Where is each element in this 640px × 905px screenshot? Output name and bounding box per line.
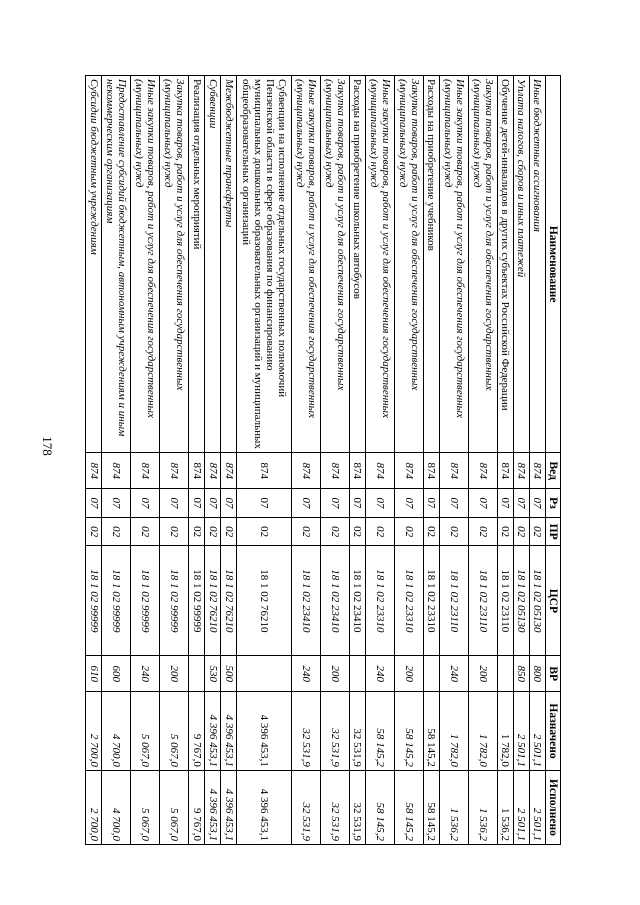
name-cell: Предоставление субсидий бюджетным, автономным учреждениям и иным некоммерческим организациям xyxy=(102,76,131,453)
executed-cell: 1 536,2 xyxy=(439,770,468,844)
name-cell: Субсидии бюджетным учреждениям xyxy=(86,76,102,453)
rz-cell: 07 xyxy=(291,489,320,518)
table-row xyxy=(529,76,545,845)
ved-cell: 874 xyxy=(102,453,131,489)
table-row xyxy=(205,76,221,845)
table-row xyxy=(221,76,237,845)
csr-cell: 18 1 02 23410 xyxy=(349,546,365,656)
vr-cell: 200 xyxy=(468,656,497,692)
vr-cell: 530 xyxy=(205,656,221,692)
executed-cell: 58 145,2 xyxy=(365,770,394,844)
pr-cell: 02 xyxy=(160,517,189,546)
ved-cell: 874 xyxy=(497,453,513,489)
table-row xyxy=(439,76,468,845)
csr-cell: 18 1 02 99999 xyxy=(102,546,131,656)
assigned-cell: 58 145,2 xyxy=(394,692,423,771)
pr-cell: 02 xyxy=(423,517,439,546)
pr-cell: 02 xyxy=(189,517,205,546)
table-row xyxy=(102,76,131,845)
col-header-name: Наименование xyxy=(546,76,561,453)
assigned-cell: 32 531,9 xyxy=(320,692,349,771)
assigned-cell: 5 067,0 xyxy=(131,692,160,771)
ved-cell: 874 xyxy=(468,453,497,489)
pr-cell: 02 xyxy=(221,517,237,546)
assigned-cell: 32 531,9 xyxy=(349,692,365,771)
vr-cell: 500 xyxy=(221,656,237,692)
rz-cell: 07 xyxy=(221,489,237,518)
pr-cell: 02 xyxy=(86,517,102,546)
ved-cell: 874 xyxy=(349,453,365,489)
assigned-cell: 2 501,1 xyxy=(513,692,529,771)
table-row xyxy=(160,76,189,845)
csr-cell: 18 1 02 05130 xyxy=(513,546,529,656)
executed-cell: 32 531,9 xyxy=(320,770,349,844)
pr-cell: 02 xyxy=(131,517,160,546)
csr-cell: 18 1 02 76210 xyxy=(221,546,237,656)
assigned-cell: 4 396 453,1 xyxy=(205,692,221,771)
csr-cell: 18 1 02 23410 xyxy=(320,546,349,656)
rz-cell: 07 xyxy=(131,489,160,518)
executed-cell: 9 767,0 xyxy=(189,770,205,844)
executed-cell: 5 067,0 xyxy=(160,770,189,844)
name-cell: Закупка товаров, работ и услуг для обеспечения государственных (муниципальных) нужд xyxy=(320,76,349,453)
table-header-row xyxy=(546,76,561,845)
pr-cell: 02 xyxy=(513,517,529,546)
col-header-pr: ПР xyxy=(546,517,561,546)
executed-cell: 1 536,2 xyxy=(497,770,513,844)
executed-cell: 2 700,0 xyxy=(86,770,102,844)
pr-cell: 02 xyxy=(497,517,513,546)
executed-cell: 32 531,9 xyxy=(291,770,320,844)
table-row xyxy=(423,76,439,845)
executed-cell: 4 396 453,1 xyxy=(205,770,221,844)
csr-cell: 18 1 02 99999 xyxy=(189,546,205,656)
ved-cell: 874 xyxy=(320,453,349,489)
page-number: 178 xyxy=(40,436,55,456)
rz-cell: 07 xyxy=(237,489,292,518)
assigned-cell: 1 782,0 xyxy=(468,692,497,771)
vr-cell: 240 xyxy=(365,656,394,692)
ved-cell: 874 xyxy=(189,453,205,489)
csr-cell: 18 1 02 05130 xyxy=(529,546,545,656)
rz-cell: 07 xyxy=(513,489,529,518)
rz-cell: 07 xyxy=(189,489,205,518)
assigned-cell: 1 782,0 xyxy=(497,692,513,771)
executed-cell: 58 145,2 xyxy=(394,770,423,844)
assigned-cell: 2 501,1 xyxy=(529,692,545,771)
assigned-cell: 4 396 453,1 xyxy=(221,692,237,771)
vr-cell: 240 xyxy=(291,656,320,692)
table-row xyxy=(86,76,102,845)
csr-cell: 18 1 02 76210 xyxy=(237,546,292,656)
rz-cell: 07 xyxy=(423,489,439,518)
table-row xyxy=(513,76,529,845)
csr-cell: 18 1 02 99999 xyxy=(86,546,102,656)
pr-cell: 02 xyxy=(291,517,320,546)
col-header-vr: ВР xyxy=(546,656,561,692)
rotated-page xyxy=(85,75,561,845)
ved-cell: 874 xyxy=(205,453,221,489)
rz-cell: 07 xyxy=(102,489,131,518)
name-cell: Закупка товаров, работ и услуг для обеспечения государственных (муниципальных) нужд xyxy=(160,76,189,453)
table-row xyxy=(394,76,423,845)
pr-cell: 02 xyxy=(320,517,349,546)
vr-cell: 200 xyxy=(320,656,349,692)
table-row xyxy=(131,76,160,845)
executed-cell: 4 700,0 xyxy=(102,770,131,844)
executed-cell: 2 501,1 xyxy=(529,770,545,844)
name-cell: Иные закупки товаров, работ и услуг для обеспечения государственных (муниципальных) нужд xyxy=(365,76,394,453)
table-body xyxy=(86,76,546,845)
vr-cell xyxy=(497,656,513,692)
csr-cell: 18 1 02 99999 xyxy=(131,546,160,656)
ved-cell: 874 xyxy=(513,453,529,489)
ved-cell: 874 xyxy=(160,453,189,489)
table-row xyxy=(320,76,349,845)
name-cell: Расходы на приобретение учебников xyxy=(423,76,439,453)
vr-cell: 600 xyxy=(102,656,131,692)
ved-cell: 874 xyxy=(237,453,292,489)
pr-cell: 02 xyxy=(529,517,545,546)
csr-cell: 18 1 02 23110 xyxy=(468,546,497,656)
vr-cell xyxy=(237,656,292,692)
col-header-executed: Исполнено xyxy=(546,770,561,844)
vr-cell: 610 xyxy=(86,656,102,692)
name-cell: Реализация отдельных мероприятий xyxy=(189,76,205,453)
assigned-cell: 58 145,2 xyxy=(423,692,439,771)
name-cell: Субвенции xyxy=(205,76,221,453)
budget-table xyxy=(85,75,561,845)
ved-cell: 874 xyxy=(291,453,320,489)
name-cell: Уплата налогов, сборов и иных платежей xyxy=(513,76,529,453)
pr-cell: 02 xyxy=(205,517,221,546)
vr-cell: 240 xyxy=(131,656,160,692)
csr-cell: 18 1 02 23310 xyxy=(423,546,439,656)
pr-cell: 02 xyxy=(237,517,292,546)
executed-cell: 58 145,2 xyxy=(423,770,439,844)
name-cell: Иные закупки товаров, работ и услуг для обеспечения государственных (муниципальных) нужд xyxy=(131,76,160,453)
vr-cell: 240 xyxy=(439,656,468,692)
name-cell: Иные бюджетные ассигнования xyxy=(529,76,545,453)
csr-cell: 18 1 02 23310 xyxy=(394,546,423,656)
pr-cell: 02 xyxy=(468,517,497,546)
rz-cell: 07 xyxy=(497,489,513,518)
csr-cell: 18 1 02 99999 xyxy=(160,546,189,656)
rz-cell: 07 xyxy=(160,489,189,518)
assigned-cell: 4 700,0 xyxy=(102,692,131,771)
rz-cell: 07 xyxy=(439,489,468,518)
executed-cell: 5 067,0 xyxy=(131,770,160,844)
vr-cell: 200 xyxy=(394,656,423,692)
ved-cell: 874 xyxy=(365,453,394,489)
rz-cell: 07 xyxy=(86,489,102,518)
assigned-cell: 2 700,0 xyxy=(86,692,102,771)
assigned-cell: 4 396 453,1 xyxy=(237,692,292,771)
pr-cell: 02 xyxy=(102,517,131,546)
executed-cell: 32 531,9 xyxy=(349,770,365,844)
name-cell: Иные закупки товаров, работ и услуг для обеспечения государственных (муниципальных) нужд xyxy=(291,76,320,453)
rz-cell: 07 xyxy=(320,489,349,518)
rz-cell: 07 xyxy=(468,489,497,518)
pr-cell: 02 xyxy=(349,517,365,546)
name-cell: Обучение детей-инвалидов в других субъектах Российской Федерации xyxy=(497,76,513,453)
executed-cell: 2 501,1 xyxy=(513,770,529,844)
assigned-cell: 9 767,0 xyxy=(189,692,205,771)
pr-cell: 02 xyxy=(439,517,468,546)
csr-cell: 18 1 02 23410 xyxy=(291,546,320,656)
name-cell: Расходы на приобретение школьных автобусов xyxy=(349,76,365,453)
assigned-cell: 5 067,0 xyxy=(160,692,189,771)
rz-cell: 07 xyxy=(205,489,221,518)
col-header-assigned: Назначено xyxy=(546,692,561,771)
csr-cell: 18 1 02 76210 xyxy=(205,546,221,656)
ved-cell: 874 xyxy=(131,453,160,489)
ved-cell: 874 xyxy=(439,453,468,489)
pr-cell: 02 xyxy=(365,517,394,546)
table-row xyxy=(468,76,497,845)
name-cell: Закупка товаров, работ и услуг для обеспечения государственных (муниципальных) нужд xyxy=(468,76,497,453)
csr-cell: 18 1 02 23310 xyxy=(365,546,394,656)
vr-cell: 800 xyxy=(529,656,545,692)
rz-cell: 07 xyxy=(365,489,394,518)
ved-cell: 874 xyxy=(394,453,423,489)
table-row xyxy=(291,76,320,845)
col-header-ved: Вед xyxy=(546,453,561,489)
rz-cell: 07 xyxy=(394,489,423,518)
assigned-cell: 1 782,0 xyxy=(439,692,468,771)
name-cell: Иные закупки товаров, работ и услуг для обеспечения государственных (муниципальных) нужд xyxy=(439,76,468,453)
vr-cell xyxy=(423,656,439,692)
table-row xyxy=(189,76,205,845)
name-cell: Межбюджетные трансферты xyxy=(221,76,237,453)
vr-cell xyxy=(189,656,205,692)
executed-cell: 4 396 453,1 xyxy=(221,770,237,844)
pr-cell: 02 xyxy=(394,517,423,546)
name-cell: Закупка товаров, работ и услуг для обеспечения государственных (муниципальных) нужд xyxy=(394,76,423,453)
assigned-cell: 32 531,9 xyxy=(291,692,320,771)
ved-cell: 874 xyxy=(529,453,545,489)
table-row xyxy=(349,76,365,845)
ved-cell: 874 xyxy=(86,453,102,489)
ved-cell: 874 xyxy=(221,453,237,489)
table-row xyxy=(365,76,394,845)
rz-cell: 07 xyxy=(529,489,545,518)
executed-cell: 4 396 453,1 xyxy=(237,770,292,844)
table-container xyxy=(85,75,561,845)
vr-cell: 850 xyxy=(513,656,529,692)
csr-cell: 18 1 02 23110 xyxy=(497,546,513,656)
csr-cell: 18 1 02 23110 xyxy=(439,546,468,656)
ved-cell: 874 xyxy=(423,453,439,489)
vr-cell: 200 xyxy=(160,656,189,692)
col-header-csr: ЦСР xyxy=(546,546,561,656)
name-cell: Субвенции на исполнение отдельных государственных полномочий Пензенской области в сфере образования по финансированию муниципальных дошкольных образовательных организаций и муниципальных общеобразовательных организаций xyxy=(237,76,292,453)
rz-cell: 07 xyxy=(349,489,365,518)
vr-cell xyxy=(349,656,365,692)
table-row xyxy=(497,76,513,845)
table-row xyxy=(237,76,292,845)
executed-cell: 1 536,2 xyxy=(468,770,497,844)
assigned-cell: 58 145,2 xyxy=(365,692,394,771)
col-header-rz: Рз xyxy=(546,489,561,518)
